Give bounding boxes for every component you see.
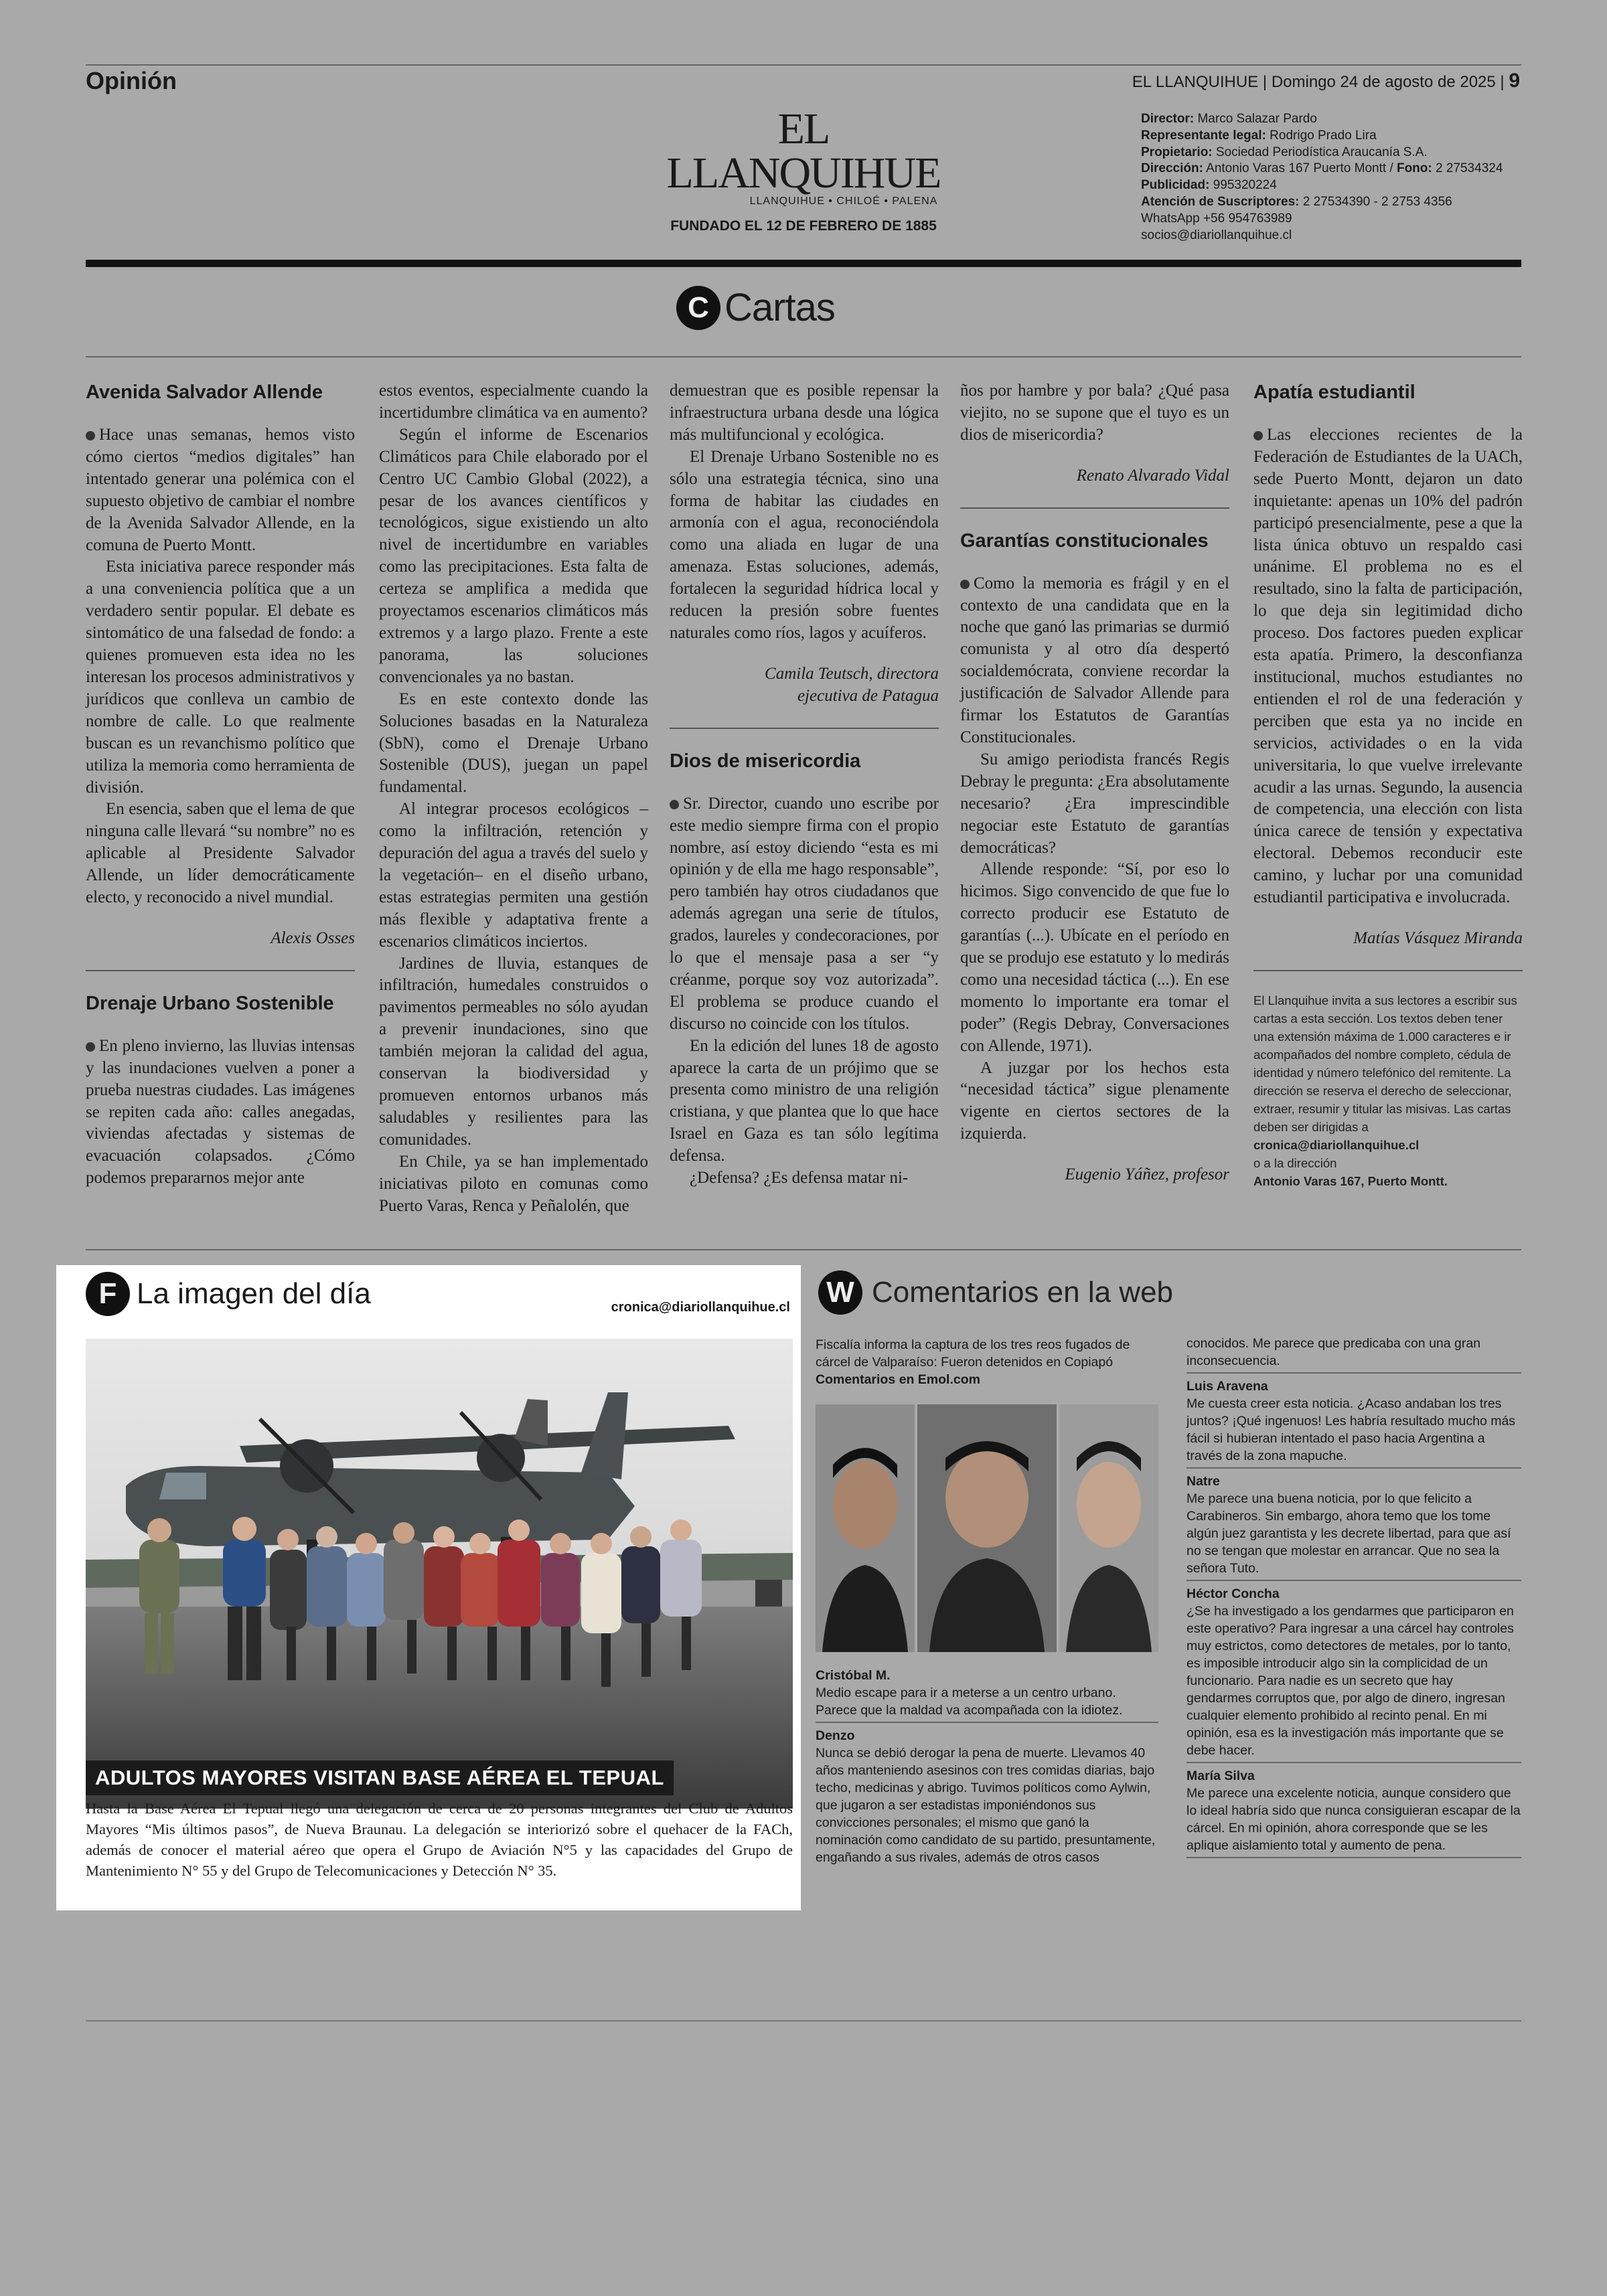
news-headline: Fiscalía informa la captura de los tres reos fugados de cárcel de Valparaíso: Fueron detenidos en Copiapó [816,1337,1130,1370]
note-email-link[interactable]: cronica@diariollanquihue.cl [1253,1137,1420,1152]
note-address: Antonio Varas 167, Puerto Montt. [1253,1173,1448,1188]
letter-headline: Apatía estudiantil [1253,382,1415,403]
note-or: o a la dirección [1253,1155,1337,1170]
folio: EL LLANQUIHUE | Domingo 24 de agosto de 2025 | 9 [1132,70,1520,92]
letter-separator [1253,970,1523,971]
letter-signature: Alexis Osses [271,928,355,947]
letter-paragraph: estos eventos, especialmente cuando la incertidumbre climática va en aumento? [379,382,648,422]
comment [1187,1585,1521,1763]
staff-whatsapp: WhatsApp +56 954763989 [1141,211,1292,226]
cartas-title: Cartas [724,286,835,329]
cartas-header [676,285,835,332]
letters-column-4 [960,380,1229,1186]
letter-paragraph: A juzgar por los hechos esta “necesidad táctica” sigue plenamente vigente en ciertos sectores de la izquierda. [960,1058,1229,1143]
letter-headline: Garantías constitucionales [960,529,1209,552]
letter-paragraph: Hace unas semanas, hemos visto cómo ciertos “medios digitales” han intentado generar una polémica con el supuesto objetivo de cambiar el nombre de la Avenida Salvador Allende, en la comuna de Puerto Montt. [86,426,355,554]
staff-box [1141,111,1529,244]
letter-headline: Dios de misericordia [670,750,861,772]
comment-text: Nunca se debió derogar la pena de muerte. Llevamos 40 años manteniendo asesinos con tres comidas diarias, bajo techo, medicinas y abrigo. Tuvimos políticos como Aylwin, que jugaron a ser estadistas imponiéndonos sus convicciones personales; el mismo que ganó la nominación como candidato de su partido, presuntamente, engañando a sus rivales, además de otros casos [816,1746,1156,1865]
founded-line: FUNDADO EL 12 DE FEBRERO DE 1885 [670,218,937,234]
web-comments-header [818,1270,1173,1315]
folio-page: 9 [1509,70,1520,92]
newspaper-logo: EL LLANQUIHUE [666,104,941,197]
image-of-day-panel [56,1265,801,1910]
letters-column-3 [670,380,939,1190]
comment [1187,1767,1521,1858]
comment [1187,1473,1521,1581]
letter-paragraph: ños por hambre y por bala? ¿Qué pasa viejito, no se supone que el tuyo es un dios de misericordia? [960,382,1229,444]
staff-line: Publicidad: 995320224 [1141,178,1277,193]
masthead [656,104,951,234]
staff-line: Representante legal: Rodrigo Prado Lira [1141,128,1377,143]
web-comments-left [816,1336,1158,1388]
bullet-icon [1253,431,1263,440]
image-of-day-icon: F [86,1272,130,1316]
cartas-bottom-rule [86,1249,1521,1250]
letter-paragraph: Sr. Director, cuando uno escribe por este medio siempre firma con el propio nombre, así estoy diciendo “esta es mi opinión y de ella me hago responsable”, pero también hay otros ciudadanos que además agregan una serie de títulos, grados, laureles y condecoraciones, por lo que el mensaje pasa a ser “y créanme, porque soy voz autorizada”. El problema se produce cuando el discurso no coincide con los títulos. [670,794,939,1033]
comment-author: Natre [1187,1474,1220,1489]
cartas-icon: C [676,286,720,330]
comments-source: Comentarios en Emol.com [816,1372,980,1387]
letter-paragraph: Al integrar procesos ecológicos –como la infiltración, retención y depuración del agua a través del suelo y la vegetación– en el diseño urbano, estas estrategias permiten una gestión más flexible y adaptativa frente a escenarios climáticos inciertos. [379,800,648,951]
comment [816,1727,1158,1866]
comment-text: Me parece una buena noticia, por lo que felicito a Carabineros. Sin embargo, ahora temo que los tome algún juez garantista y les decrete libertad, para que así no se tengan que molestar en arrancar. Que no sea la señora Tuto. [1187,1491,1511,1576]
letter-paragraph: En esencia, saben que el lema de que ninguna calle llevará “su nombre” no es aplicable al Presidente Salvador Allende, un líder democráticamente electo, y reconocido a nivel mundial. [86,800,355,907]
letters-column-2 [379,380,648,1217]
suspects-mugshots [816,1404,1158,1652]
comment [816,1667,1158,1723]
folio-date: Domingo 24 de agosto de 2025 [1271,73,1496,91]
staff-email: socios@diariollanquihue.cl [1141,228,1292,242]
bullet-icon [86,1042,95,1052]
letters-column-1 [86,380,355,1190]
letter-paragraph: Según el informe de Escenarios Climáticos para Chile elaborado por el Centro UC Cambio Global (2022), a pesar de los avances científicos y tecnológicos, sigue existiendo un alto nivel de incertidumbre en variables como las precipitaciones. Esta falta de certeza se amplifica a medida que proyectamos escenarios climáticos más extremos y a largo plazo. Frente a este panorama, las soluciones convencionales ya no bastan. [379,425,648,686]
logo-subtitle: LLANQUIHUE • CHILOÉ • PALENA [749,195,938,207]
letter-paragraph: El Drenaje Urbano Sostenible no es sólo una estrategia técnica, sino una forma de habitar las ciudades en armonía con el agua, reconociéndola como una aliada en lugar de una amenaza. Estas soluciones, además, fortalecen la seguridad hídrica local y reducen la presión sobre fuentes naturales como ríos, lagos y acuíferos. [670,447,939,642]
bullet-icon [670,800,679,809]
folio-paper: EL LLANQUIHUE [1132,73,1259,91]
letter-paragraph: En la edición del lunes 18 de agosto aparece la carta de un prójimo que se presenta como ministro de una religión cristiana, y que plantea que lo que hace Israel en Gaza es tan sólo legítima defensa. [670,1036,939,1165]
comment-author: Héctor Concha [1187,1586,1280,1601]
photo-caption: Hasta la Base Aérea El Tepual llegó una delegación de cerca de 20 personas integrantes del Club de Adultos Mayores “Mis últimos pasos”, de Nueva Braunau. La delegación se interiorizó sobre el quehacer de la FACh, además de conocer el material aéreo que opera el Grupo de Aviación N°5 y las capacidades del Grupo de Mantenimiento N° 55 y del Grupo de Telecomunicaciones y Detección N° 35. [86,1800,793,1879]
letter-paragraph: En pleno invierno, las lluvias intensas y las inundaciones vuelven a poner a prueba nuestras ciudades. Las imágenes se repiten cada año: calles anegadas, viviendas afectadas y sistemas de evacuación colapsados. ¿Cómo podemos prepararnos mejor ante [86,1036,355,1187]
cartas-rule [86,356,1521,357]
letter-paragraph: Esta iniciativa parece responder más a una conveniencia política que a un verdadero sentir popular. El debate es sintomático de una falsedad de fondo: a quienes promueven esta idea no les interesan los procesos administrativos y jurídicos que conlleva un cambio de nombre de calle. Lo que realmente buscan es un revanchismo político que utiliza la memoria como herramienta de división. [86,558,355,797]
letter-paragraph: Como la memoria es frágil y en el contexto de una candidata que en la noche que ganó las primarias se durmió comunista y al otro día despertó socialdemócrata, conviene recordar la justificación de Salvador Allende para firmar los Estatutos de Garantías Constitucionales. [960,574,1229,746]
comment-continuation: conocidos. Me parece que predicaba con una gran inconsecuencia. [1187,1335,1521,1374]
top-rule [86,64,1521,66]
letter-paragraph: Allende responde: “Sí, por eso lo hicimos. Sigo convencido de que fue lo correcto producir ese Estatuto de garantías (...). Ubícate en el período en que se produjo ese estatuto y lo medirás como una necesidad táctica (...). En ese momento lo importante era tomar el poder” (Regis Debray, Conversaciones con Allende, 1971). [960,860,1229,1055]
letter-paragraph: demuestran que es posible repensar la infraestructura urbana desde una lógica más multifuncional y ecológica. [670,382,939,444]
letter-paragraph: En Chile, ya se han implementado iniciativas piloto en comunas como Puerto Varas, Renca y Peñalolén, que [379,1152,648,1215]
comment-author: Luis Aravena [1187,1379,1268,1394]
masthead-thick-rule [86,260,1521,267]
letter-paragraph: ¿Defensa? ¿Es defensa matar ni- [690,1169,909,1187]
web-comments-icon: W [818,1270,862,1315]
letter-signature: Matías Vásquez Miranda [1353,928,1523,947]
staff-line: Director: Marco Salazar Pardo [1141,112,1317,126]
letters-column-5 [1253,380,1523,1190]
comment-text: Me cuesta creer esta noticia. ¿Acaso andaban los tres juntos? ¡Qué ingenuos! Les habría resultado mucho más fácil si hubieran intentado el paso hacia Argentina a través de la zona mapuche. [1187,1396,1516,1463]
letter-signature: Camila Teutsch, directora ejecutiva de Patagua [765,664,939,705]
letter-separator [960,507,1229,509]
letter-signature: Eugenio Yáñez, profesor [1065,1165,1229,1184]
bullet-icon [960,580,970,589]
section-label: Opinión [86,67,177,94]
comment-author: Cristóbal M. [816,1668,891,1683]
letter-paragraph: Es en este contexto donde las Soluciones basadas en la Naturaleza (SbN), como el Drenaje Urbano Sostenible (DUS), juegan un papel fundamental. [379,689,648,797]
letter-separator [86,970,355,971]
note-text: El Llanquihue invita a sus lectores a escribir sus cartas a esta sección. Los textos deben tener una extensión máxima de 1.000 caracteres e ir acompañados del nombre completo, cédula de identidad y número telefónico del remitente. La dirección se reserva el derecho de seleccionar, extraer, resumir y titular las misivas. Las cartas deben ser dirigidas a [1253,993,1517,1134]
comment-author: María Silva [1187,1769,1255,1783]
airbase-group-photo [86,1339,793,1809]
image-of-day-header [86,1272,371,1316]
staff-line: Atención de Suscriptores: 2 27534390 - 2 2753 4356 [1141,194,1452,209]
comment-text: Medio escape para ir a meterse a un centro urbano. Parece que la maldad va acompañada con la idiotez. [816,1686,1123,1718]
comment [1187,1378,1521,1469]
letter-headline: Avenida Salvador Allende [86,382,323,403]
web-comments-title: Comentarios en la web [872,1276,1174,1309]
page-bottom-rule [86,2020,1521,2022]
staff-line: Propietario: Sociedad Periodística Araucanía S.A. [1141,145,1428,159]
letter-paragraph: Su amigo periodista francés Regis Debray le pregunta: ¿Era absolutamente necesario? ¿Era imprescindible negociar este Estatuto de garantías democráticas? [960,750,1229,857]
web-comments-left-list [816,1667,1158,1866]
staff-line: Dirección: Antonio Varas 167 Puerto Montt / Fono: 2 27534324 [1141,161,1503,176]
letter-signature: Renato Alvarado Vidal [1076,466,1229,485]
comment-author: Denzo [816,1728,855,1743]
letter-paragraph: Jardines de lluvia, estanques de infiltración, humedales construidos o pavimentos permeables no sólo ayudan a prevenir inundaciones, sino que también mejoran la calidad del agua, conservan la biodiversidad y promueven entornos urbanos más saludables y resilientes para las comunidades. [379,954,648,1149]
image-of-day-title: La imagen del día [137,1277,371,1310]
comment-text: Me parece una excelente noticia, aunque considero que lo ideal habría sido que nunca consiguieran escapar de la cárcel. En mi opinión, ahora corresponde que se les aplique aislamiento total y aumento de pena. [1187,1786,1521,1853]
letter-headline: Drenaje Urbano Sostenible [86,992,334,1014]
comment-text: ¿Se ha investigado a los gendarmes que participaron en este operativo? Para ingresar a una cárcel hay controles muy estrictos, como detectores de metales, por lo tanto, es imposible introducir algo sin la complicidad de un funcionario. Para nadie es un secreto que hay gendarmes corruptos que, por algo de dinero, ingresan cualquier elemento prohibido al recinto penal. En mi opinión, esa es la investigación más importante que se debe hacer. [1187,1604,1514,1758]
letter-paragraph: Las elecciones recientes de la Federación de Estudiantes de la UACh, sede Puerto Montt, dejaron un dato inquietante: apenas un 10% del padrón participó presencialmente, pese a que la lista única obtuvo un respaldo casi unánime. El problema no es el resultado, sino la falta de participación, lo que deja sin legitimidad dicho proceso. Dos factores pueden explicar esta apatía. Primero, la desconfianza institucional, muchos estudiantes no entienden el rol de una federación y perciben que esta ya no incide en servicios, actividades o en la vida universitaria, lo que vuelve irrelevante acudir a las urnas. Segundo, la ausencia de competencia, una elección con lista única carece de tensión y expectativa electoral. Debemos reconducir este camino, y luchar por una comunidad estudiantil participativa e involucrada. [1253,426,1523,907]
letters-invitation-note [1253,991,1523,1190]
image-of-day-email[interactable]: cronica@diariollanquihue.cl [611,1300,790,1315]
web-comments-right [1187,1335,1521,1862]
letter-separator [670,728,939,729]
bullet-icon [86,431,95,440]
photo-headline-banner: ADULTOS MAYORES VISITAN BASE AÉREA EL TEPUAL [86,1760,674,1795]
